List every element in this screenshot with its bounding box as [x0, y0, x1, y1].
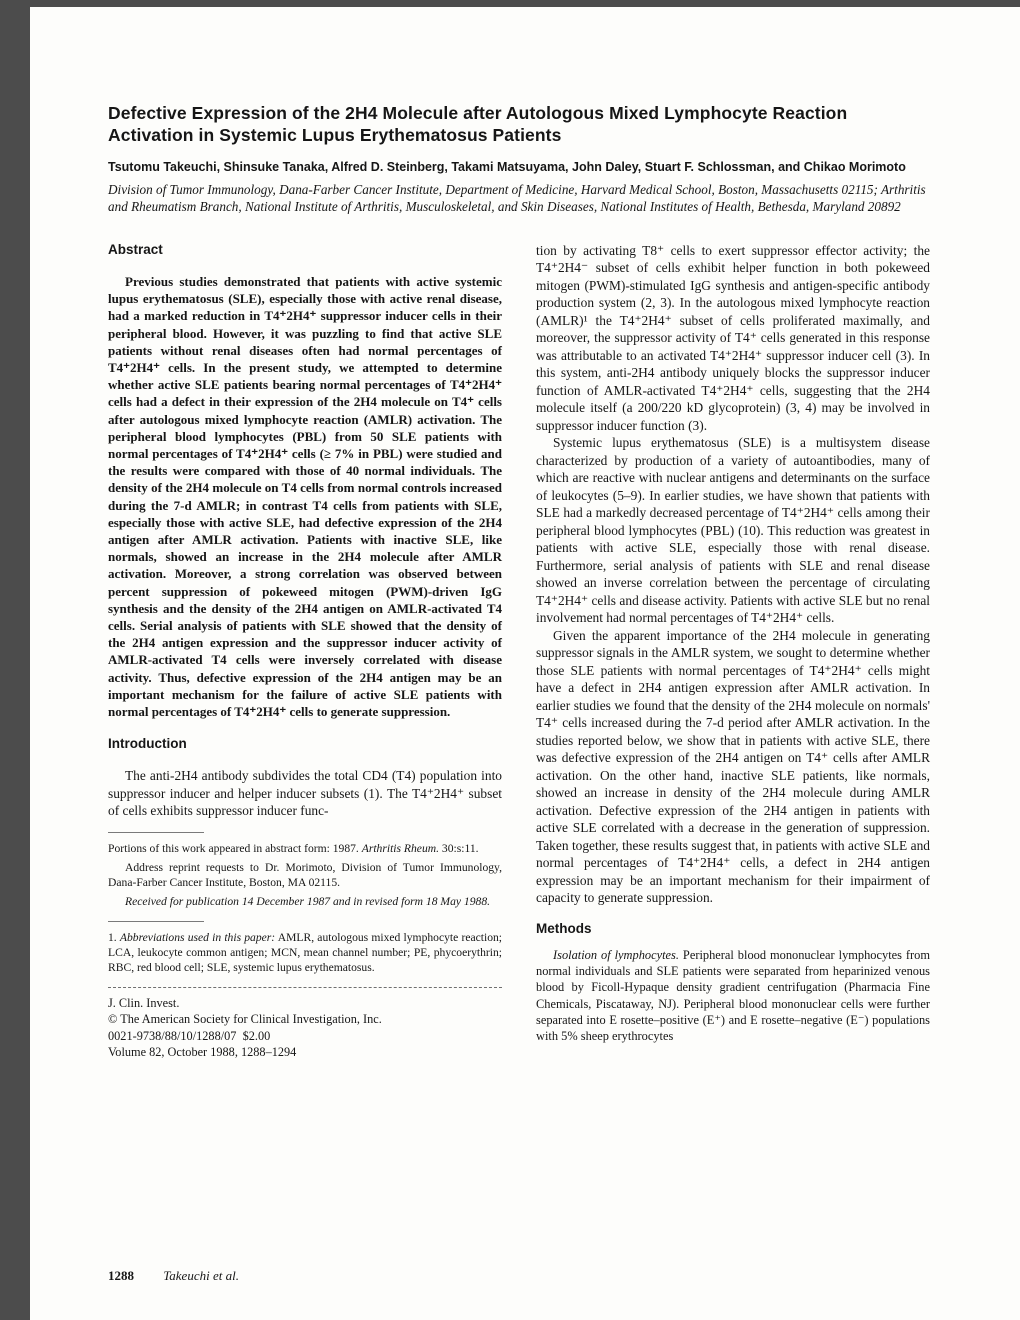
author-list: Tsutomu Takeuchi, Shinsuke Tanaka, Alfred D. Steinberg, Takami Matsuyama, John Daley, Stuart F. Schlossman, and Chikao Morimoto	[108, 160, 906, 175]
introduction-heading: Introduction	[108, 736, 187, 752]
abstract-heading: Abstract	[108, 241, 163, 257]
abstract-text: Previous studies demonstrated that patients with active systemic lupus erythematosus (SLE), especially those with active renal disease, had a marked reduction in T4⁺2H4⁺ suppressor inducer cells in their peripheral blood. However, it was puzzling to find that active SLE patients without renal diseases often had normal percentages of T4⁺2H4⁺ cells. In the present study, we attempted to determine whether active SLE patients bearing normal percentages of T4⁺2H4⁺ cells had a defect in their expression of the 2H4 molecule on T4⁺ cells after autologous mixed lymphocyte reaction (AMLR) activation. The peripheral blood lymphocytes (PBL) from 50 SLE patients with normal percentages of T4⁺2H4⁺ cells (≥ 7% in PBL) were studied and the results were compared with those of 40 normal individuals. The density of the 2H4 molecule on T4 cells from normal controls increased during the 7-d AMLR; in contrast T4 cells from patients with SLE, especially those with active SLE, had defective expression of the 2H4 antigen after AMLR activation. Patients with inactive SLE, like normals, showed an increase in the 2H4 molecule after AMLR activation. Moreover, a strong correlation was observed between percent suppression of pokeweed mitogen (PWM)-driven IgG synthesis and the density of the 2H4 antigen on AMLR-activated T4 cells. Serial analysis of patients with SLE showed that the density of the 2H4 antigen expression and the suppressor inducer activity of AMLR-activated T4 cells were inversely correlated with disease activity. Thus, defective expression of the 2H4 antigen may be an important mechanism for the failure of active SLE patients with normal percentages of T4⁺2H4⁺ cells to generate suppression.	[108, 273, 502, 719]
page-number: 1288	[108, 1268, 134, 1283]
right-column	[536, 242, 930, 1061]
affiliation-line: Division of Tumor Immunology, Dana-Farber Cancer Institute, Department of Medicine, Harvard Medical School, Boston, Massachusetts 02115; Arthritis and Rheumatism Branch, National Institute of Arthritis, Musculoskeletal, and Skin Diseases, National Institutes of Health, Bethesda, Maryland 20892	[108, 181, 926, 214]
issn-line: 0021-9738/88/10/1288/07 $2.00	[108, 1028, 271, 1043]
journal-name: J. Clin. Invest.	[108, 995, 180, 1010]
paper-page	[30, 7, 1020, 1320]
methods-body-text: Peripheral blood mononuclear lymphocytes from normal individuals and SLE patients were separated from heparinized venous blood by Ficoll-Hypaque density gradient centrifugation (Pharmacia Fine Chemicals, Piscataway, NJ). Peripheral blood mononuclear cells were further separated into E rosette–positive (E⁺) and E rosette–negative (E⁻) populations with 5% sheep erythrocytes	[536, 947, 931, 1043]
footnote-address: Address reprint requests to Dr. Morimoto, Division of Tumor Immunology, Dana-Farber Cancer Institute, Boston, MA 02115.	[108, 860, 502, 889]
running-head: Takeuchi et al.	[163, 1268, 239, 1283]
paper-title: Defective Expression of the 2H4 Molecule after Autologous Mixed Lymphocyte Reaction Activation in Systemic Lupus Erythematosus Patients	[108, 103, 848, 146]
footnote-abstract-post: 30:s:11.	[439, 841, 479, 855]
footnote-abstract-pre: Portions of this work appeared in abstract form: 1987.	[108, 841, 362, 855]
left-column	[108, 242, 502, 1061]
abbrev-list: AMLR, autologous mixed lymphocyte reaction; LCA, leukocyte common antigen; MCN, mean channel number; PE, phycoerythrin; RBC, red blood cell; SLE, systemic lupus erythematosus.	[108, 930, 503, 974]
footnote-abstract-form	[108, 841, 502, 856]
footnote-separator	[108, 832, 204, 833]
page-footer	[108, 1268, 239, 1284]
abbreviations-separator	[108, 921, 204, 922]
footnote-received: Received for publication 14 December 1987 and in revised form 18 May 1988.	[125, 894, 491, 908]
methods-lead-in: Isolation of lymphocytes.	[553, 947, 679, 962]
sle-background-paragraph: Systemic lupus erythematosus (SLE) is a multisystem disease characterized by production of a variety of autoantibodies, many of which are reactive with nuclear antigens and determinants on the surface of leukocytes (5–9). In earlier studies, we have shown that patients with SLE had a markedly decreased percentage of T4⁺2H4⁺ cells among their peripheral blood lymphocytes (PBL) (10). This reduction was greatest in patients with active SLE, especially those with renal disease. Furthermore, serial analysis of patients with SLE and renal disease showed an inverse correlation between the percentage of circulating T4⁺2H4⁺ cells and disease activity. Patients with active SLE but no renal involvement had normal percentages of T4⁺2H4⁺ cells.	[536, 435, 930, 626]
footnote-journal-name: Arthritis Rheum.	[361, 841, 440, 855]
two-column-body	[108, 242, 930, 1061]
abbrev-lead: Abbreviations used in this paper:	[119, 930, 276, 944]
footnote-abbreviations	[108, 930, 502, 975]
paper-header	[108, 102, 930, 216]
methods-paragraph	[536, 947, 930, 1044]
volume-line: Volume 82, October 1988, 1288–1294	[108, 1045, 297, 1060]
methods-heading: Methods	[536, 920, 592, 936]
copyright-line: © The American Society for Clinical Investigation, Inc.	[108, 1012, 382, 1027]
journal-info	[108, 995, 502, 1061]
page-content	[30, 7, 1020, 1061]
introduction-text: The anti-2H4 antibody subdivides the total CD4 (T4) population into suppressor inducer and helper inducer subsets (1). The T4⁺2H4⁺ subset of cells exhibits suppressor inducer func-	[108, 768, 502, 819]
intro-continuation-paragraph: tion by activating T8⁺ cells to exert suppressor effector activity; the T4⁺2H4⁻ subset of cells exhibit helper function in both pokeweed mitogen (PWM)-stimulated IgG synthesis and antigen-specific antibody production system (2, 3). In the autologous mixed lymphocyte reaction (AMLR)¹ the T4⁺2H4⁺ subset of cells proliferated maximally, and moreover, the suppressor activity of T4⁺ cells generated in this response was attributable to an activated T4⁺2H4⁺ suppressor inducer cell (3). In this system, anti-2H4 antibody uniquely blocks the suppressor inducer function of AMLR-activated T4⁺2H4⁺ cells, suggesting that the 2H4 molecule itself (a 200/220 kD glycoprotein) (3, 4) may be involved in suppressor inducer function (3).	[536, 242, 930, 433]
copyright-separator	[108, 987, 502, 988]
abbrev-number: 1.	[108, 930, 120, 944]
study-rationale-paragraph: Given the apparent importance of the 2H4 molecule in generating suppressor signals in the AMLR system, we sought to determine whether those SLE patients with normal percentages of T4⁺2H4⁺ cells might have a defect in 2H4 antigen expression after AMLR activation. In earlier studies we found that the density of the 2H4 molecule on normals' T4⁺ cells increased during the 7-d period after AMLR activation. In the studies reported below, we show that in patients with active SLE, there was defective expression of the 2H4 antigen on T4⁺ cells after AMLR activation. On the other hand, inactive SLE patients, like normals, showed an increase in density of the 2H4 molecule during AMLR activation. Defective expression of the 2H4 antigen in patients with active SLE correlated with a decrease in the generation of suppression. Taken together, these results suggest that, in patients with active SLE and normal percentages of T4⁺2H4⁺ cells, a defect in 2H4 antigen expression may be an important mechanism for their impairment of capacity to generate suppression.	[536, 627, 930, 906]
